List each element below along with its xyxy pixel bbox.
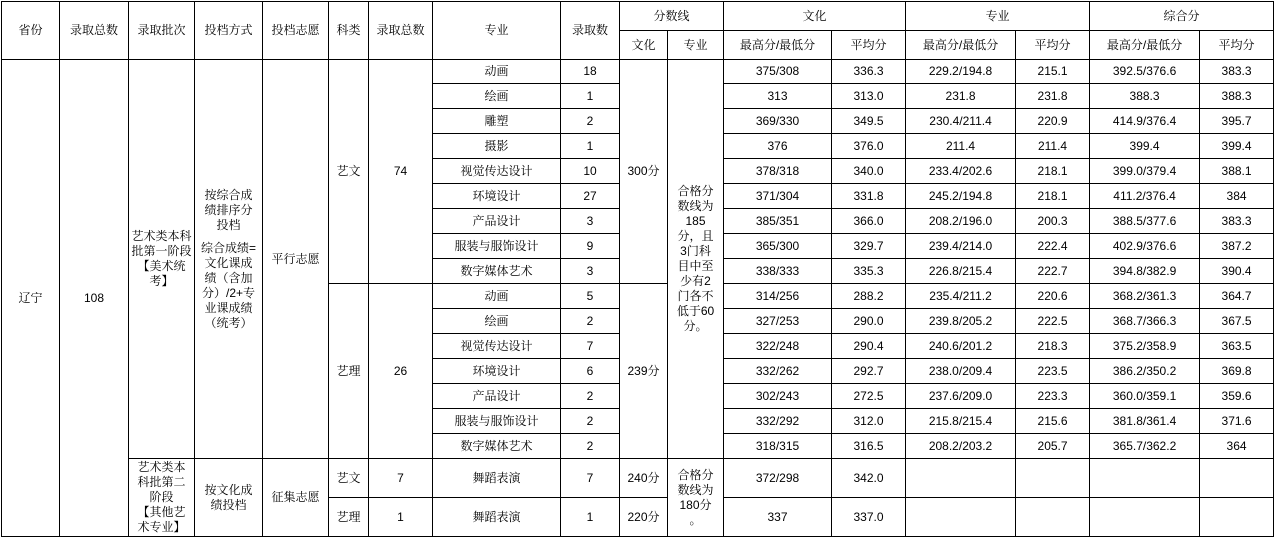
cell-major: 动画 — [433, 284, 561, 309]
cell-province-total: 108 — [60, 60, 129, 537]
majline1-l4: 分，且 — [677, 229, 714, 243]
cell-culture-avg: 313.0 — [832, 84, 906, 109]
cell-count: 3 — [561, 259, 620, 284]
cell-culture-avg: 337.0 — [832, 498, 906, 537]
cell-culture-avg: 312.0 — [832, 409, 906, 434]
batch2-l1: 艺术类本 — [137, 460, 186, 474]
majline1-l1: 合格分 — [677, 184, 714, 198]
cell-major-hilo: 239.4/214.0 — [906, 234, 1016, 259]
cell-major-avg: 223.3 — [1016, 384, 1090, 409]
cell-count: 2 — [561, 109, 620, 134]
cell-culture-avg: 336.3 — [832, 60, 906, 84]
majline1-l3: 185 — [685, 214, 706, 228]
cell-culture-line-stage2-wen: 240分 — [620, 459, 668, 498]
cell-composite-avg: 395.7 — [1200, 109, 1274, 134]
cell-count: 2 — [561, 309, 620, 334]
cell-culture-avg: 349.5 — [832, 109, 906, 134]
majline2-l4: 。 — [689, 512, 702, 527]
col-line-culture: 文化 — [620, 31, 668, 60]
majline2-l3: 180分 — [679, 497, 712, 512]
cell-culture-hilo: 365/300 — [724, 234, 832, 259]
cell-major-hilo: 237.6/209.0 — [906, 384, 1016, 409]
col-category: 科类 — [329, 2, 369, 60]
cell-culture-hilo: 375/308 — [724, 60, 832, 84]
cell-major-hilo — [906, 498, 1016, 537]
cell-composite-avg: 383.3 — [1200, 60, 1274, 84]
col-batch: 录取批次 — [129, 2, 195, 60]
cell-composite-hilo: 399.0/379.4 — [1090, 159, 1200, 184]
cell-culture-avg: 290.0 — [832, 309, 906, 334]
majline2-l2: 数线为 — [677, 482, 714, 497]
cell-count: 2 — [561, 409, 620, 434]
cell-group-total-li: 26 — [369, 284, 433, 459]
cell-method-stage1 — [195, 60, 263, 459]
cell-major: 环境设计 — [433, 359, 561, 384]
col-composite-group: 综合分 — [1090, 2, 1274, 31]
cell-culture-hilo: 332/262 — [724, 359, 832, 384]
cell-count: 1 — [561, 498, 620, 537]
cell-composite-avg: 367.5 — [1200, 309, 1274, 334]
cell-culture-hilo: 322/248 — [724, 334, 832, 359]
cell-major-line-stage1 — [668, 60, 724, 459]
col-composite-hilo: 最高分/最低分 — [1090, 31, 1200, 60]
col-culture-hilo: 最高分/最低分 — [724, 31, 832, 60]
cell-composite-avg: 390.4 — [1200, 259, 1274, 284]
cell-major: 环境设计 — [433, 184, 561, 209]
cell-major: 视觉传达设计 — [433, 159, 561, 184]
cell-culture-avg: 366.0 — [832, 209, 906, 234]
cell-major-line-stage2 — [668, 459, 724, 537]
cell-composite-hilo — [1090, 459, 1200, 498]
method1-l9: （统考） — [204, 315, 253, 330]
col-major: 专业 — [433, 2, 561, 60]
cell-composite-avg: 364 — [1200, 434, 1274, 459]
cell-composite-hilo: 388.5/377.6 — [1090, 209, 1200, 234]
cell-culture-avg: 335.3 — [832, 259, 906, 284]
col-volunteer: 投档志愿 — [263, 2, 329, 60]
cell-category-art-wen: 艺文 — [329, 60, 369, 284]
cell-culture-avg: 340.0 — [832, 159, 906, 184]
cell-culture-avg: 292.7 — [832, 359, 906, 384]
cell-volunteer-stage1: 平行志愿 — [263, 60, 329, 459]
cell-culture-hilo: 318/315 — [724, 434, 832, 459]
col-province-total: 录取总数 — [60, 2, 129, 60]
cell-major: 雕塑 — [433, 109, 561, 134]
cell-count: 10 — [561, 159, 620, 184]
col-province: 省份 — [2, 2, 60, 60]
cell-composite-hilo: 394.8/382.9 — [1090, 259, 1200, 284]
cell-group-total-stage2-wen: 7 — [369, 459, 433, 498]
batch1-text: 艺术类本科批第一阶段【美术统考】 — [131, 229, 192, 288]
cell-culture-line-stage2-li: 220分 — [620, 498, 668, 537]
majline1-l6: 目中至 — [677, 259, 714, 273]
cell-composite-hilo: 411.2/376.4 — [1090, 184, 1200, 209]
cell-major-hilo: 240.6/201.2 — [906, 334, 1016, 359]
cell-culture-avg: 331.8 — [832, 184, 906, 209]
cell-culture-hilo: 302/243 — [724, 384, 832, 409]
cell-culture-avg: 290.4 — [832, 334, 906, 359]
cell-composite-hilo: 368.2/361.3 — [1090, 284, 1200, 309]
cell-major: 绘画 — [433, 84, 561, 109]
cell-major-hilo: 231.8 — [906, 84, 1016, 109]
cell-count: 7 — [561, 459, 620, 498]
cell-culture-hilo: 369/330 — [724, 109, 832, 134]
cell-composite-hilo: 368.7/366.3 — [1090, 309, 1200, 334]
cell-category-art-li: 艺理 — [329, 284, 369, 459]
cell-major-avg: 211.4 — [1016, 134, 1090, 159]
majline2-l1: 合格分 — [677, 467, 714, 482]
cell-major-hilo: 229.2/194.8 — [906, 60, 1016, 84]
cell-culture-hilo: 376 — [724, 134, 832, 159]
method2-l2: 绩投档 — [210, 497, 247, 512]
cell-composite-avg — [1200, 459, 1274, 498]
cell-culture-hilo: 327/253 — [724, 309, 832, 334]
cell-composite-avg: 387.2 — [1200, 234, 1274, 259]
cell-count: 6 — [561, 359, 620, 384]
cell-composite-hilo: 375.2/358.9 — [1090, 334, 1200, 359]
cell-group-total-stage2-li: 1 — [369, 498, 433, 537]
cell-composite-avg: 388.3 — [1200, 84, 1274, 109]
cell-major-avg: 231.8 — [1016, 84, 1090, 109]
cell-major: 服装与服饰设计 — [433, 234, 561, 259]
method2-l1: 按文化成 — [204, 482, 253, 497]
cell-major: 动画 — [433, 60, 561, 84]
cell-major-hilo — [906, 459, 1016, 498]
cell-volunteer-stage2: 征集志愿 — [263, 459, 329, 537]
method1-l8: 业课成绩 — [204, 300, 253, 315]
cell-count: 7 — [561, 334, 620, 359]
cell-composite-avg: 388.1 — [1200, 159, 1274, 184]
cell-major: 视觉传达设计 — [433, 334, 561, 359]
cell-major-avg: 218.1 — [1016, 159, 1090, 184]
cell-culture-avg: 288.2 — [832, 284, 906, 309]
cell-culture-avg: 329.7 — [832, 234, 906, 259]
score-table-page — [0, 1, 1255, 552]
majline1-l10: 分。 — [683, 319, 708, 333]
admission-score-table — [1, 1, 1274, 537]
cell-batch-stage2 — [129, 459, 195, 537]
cell-major-hilo: 238.0/209.4 — [906, 359, 1016, 384]
cell-major-avg: 222.4 — [1016, 234, 1090, 259]
cell-composite-hilo: 392.5/376.6 — [1090, 60, 1200, 84]
cell-count: 9 — [561, 234, 620, 259]
cell-culture-line-wen: 300分 — [620, 60, 668, 284]
majline1-l9: 低于60 — [676, 304, 715, 318]
cell-major-avg: 205.7 — [1016, 434, 1090, 459]
cell-culture-hilo: 338/333 — [724, 259, 832, 284]
cell-culture-hilo: 313 — [724, 84, 832, 109]
cell-category-stage2-wen: 艺文 — [329, 459, 369, 498]
method1-l4: 综合成绩= — [200, 240, 256, 255]
cell-count: 2 — [561, 434, 620, 459]
cell-composite-avg: 369.8 — [1200, 359, 1274, 384]
cell-composite-hilo: 414.9/376.4 — [1090, 109, 1200, 134]
cell-culture-avg: 342.0 — [832, 459, 906, 498]
cell-culture-line-li: 239分 — [620, 284, 668, 459]
cell-major-avg — [1016, 459, 1090, 498]
majline1-l2: 数线为 — [677, 199, 714, 213]
cell-major: 摄影 — [433, 134, 561, 159]
col-line-major: 专业 — [668, 31, 724, 60]
majline1-l8: 门各不 — [677, 289, 714, 303]
method1-l3: 投档 — [216, 217, 241, 232]
cell-category-stage2-li: 艺理 — [329, 498, 369, 537]
cell-count: 18 — [561, 60, 620, 84]
cell-count: 1 — [561, 84, 620, 109]
col-major-group: 专业 — [906, 2, 1090, 31]
batch2-l5: 术专业】 — [137, 520, 186, 534]
method1-l5: 文化课成 — [204, 255, 253, 270]
cell-composite-avg: 371.6 — [1200, 409, 1274, 434]
batch2-l4: 【其他艺 — [137, 505, 186, 519]
cell-major-hilo: 215.8/215.4 — [906, 409, 1016, 434]
col-count: 录取数 — [561, 2, 620, 60]
majline1-l5: 3门科 — [680, 244, 711, 258]
cell-major-hilo: 211.4 — [906, 134, 1016, 159]
col-culture-avg: 平均分 — [832, 31, 906, 60]
method1-l7: 分）/2+专 — [201, 285, 256, 300]
majline1-l7: 少有2 — [680, 274, 711, 288]
method1-l2: 绩排序分 — [204, 202, 253, 217]
cell-count: 1 — [561, 134, 620, 159]
cell-major: 数字媒体艺术 — [433, 259, 561, 284]
cell-major-hilo: 230.4/211.4 — [906, 109, 1016, 134]
cell-major: 产品设计 — [433, 384, 561, 409]
cell-composite-avg: 399.4 — [1200, 134, 1274, 159]
cell-composite-hilo: 386.2/350.2 — [1090, 359, 1200, 384]
cell-composite-avg: 363.5 — [1200, 334, 1274, 359]
cell-major-avg: 222.7 — [1016, 259, 1090, 284]
col-composite-avg: 平均分 — [1200, 31, 1274, 60]
cell-group-total-wen: 74 — [369, 60, 433, 284]
cell-major-avg — [1016, 498, 1090, 537]
cell-culture-hilo: 385/351 — [724, 209, 832, 234]
method1-l1: 按综合成 — [204, 187, 253, 202]
col-score-line-group: 分数线 — [620, 2, 724, 31]
cell-composite-hilo: 381.8/361.4 — [1090, 409, 1200, 434]
cell-major-hilo: 245.2/194.8 — [906, 184, 1016, 209]
cell-major: 舞蹈表演 — [433, 498, 561, 537]
cell-count: 2 — [561, 384, 620, 409]
batch2-l2: 科批第二 — [137, 475, 186, 489]
cell-count: 27 — [561, 184, 620, 209]
cell-culture-hilo: 332/292 — [724, 409, 832, 434]
cell-culture-hilo: 337 — [724, 498, 832, 537]
cell-culture-hilo: 378/318 — [724, 159, 832, 184]
cell-major-hilo: 208.2/203.2 — [906, 434, 1016, 459]
cell-method-stage2 — [195, 459, 263, 537]
cell-major: 舞蹈表演 — [433, 459, 561, 498]
cell-major-avg: 215.6 — [1016, 409, 1090, 434]
cell-province: 辽宁 — [2, 60, 60, 537]
col-group-total: 录取总数 — [369, 2, 433, 60]
cell-culture-avg: 272.5 — [832, 384, 906, 409]
col-major-avg: 平均分 — [1016, 31, 1090, 60]
cell-count: 3 — [561, 209, 620, 234]
cell-major: 服装与服饰设计 — [433, 409, 561, 434]
cell-batch-stage1 — [129, 60, 195, 459]
cell-composite-hilo — [1090, 498, 1200, 537]
cell-culture-avg: 376.0 — [832, 134, 906, 159]
cell-composite-avg: 383.3 — [1200, 209, 1274, 234]
cell-major-hilo: 239.8/205.2 — [906, 309, 1016, 334]
method1-l6: 绩（含加 — [204, 270, 253, 285]
cell-major: 绘画 — [433, 309, 561, 334]
cell-composite-hilo: 388.3 — [1090, 84, 1200, 109]
cell-composite-hilo: 360.0/359.1 — [1090, 384, 1200, 409]
col-culture-group: 文化 — [724, 2, 906, 31]
cell-composite-hilo: 365.7/362.2 — [1090, 434, 1200, 459]
cell-major: 产品设计 — [433, 209, 561, 234]
cell-composite-avg: 384 — [1200, 184, 1274, 209]
cell-major-avg: 223.5 — [1016, 359, 1090, 384]
cell-major-avg: 200.3 — [1016, 209, 1090, 234]
cell-count: 5 — [561, 284, 620, 309]
cell-composite-hilo: 399.4 — [1090, 134, 1200, 159]
cell-composite-avg: 359.6 — [1200, 384, 1274, 409]
col-major-hilo: 最高分/最低分 — [906, 31, 1016, 60]
cell-major-hilo: 208.2/196.0 — [906, 209, 1016, 234]
cell-culture-hilo: 314/256 — [724, 284, 832, 309]
cell-culture-hilo: 372/298 — [724, 459, 832, 498]
cell-major-hilo: 226.8/215.4 — [906, 259, 1016, 284]
cell-major-avg: 220.6 — [1016, 284, 1090, 309]
cell-major-hilo: 235.4/211.2 — [906, 284, 1016, 309]
cell-culture-hilo: 371/304 — [724, 184, 832, 209]
batch2-l3: 阶段 — [149, 490, 174, 504]
cell-composite-avg — [1200, 498, 1274, 537]
cell-major-avg: 220.9 — [1016, 109, 1090, 134]
cell-culture-avg: 316.5 — [832, 434, 906, 459]
cell-major-hilo: 233.4/202.6 — [906, 159, 1016, 184]
cell-composite-hilo: 402.9/376.6 — [1090, 234, 1200, 259]
cell-major: 数字媒体艺术 — [433, 434, 561, 459]
cell-major-avg: 222.5 — [1016, 309, 1090, 334]
cell-major-avg: 215.1 — [1016, 60, 1090, 84]
col-method: 投档方式 — [195, 2, 263, 60]
cell-major-avg: 218.1 — [1016, 184, 1090, 209]
cell-major-avg: 218.3 — [1016, 334, 1090, 359]
cell-composite-avg: 364.7 — [1200, 284, 1274, 309]
